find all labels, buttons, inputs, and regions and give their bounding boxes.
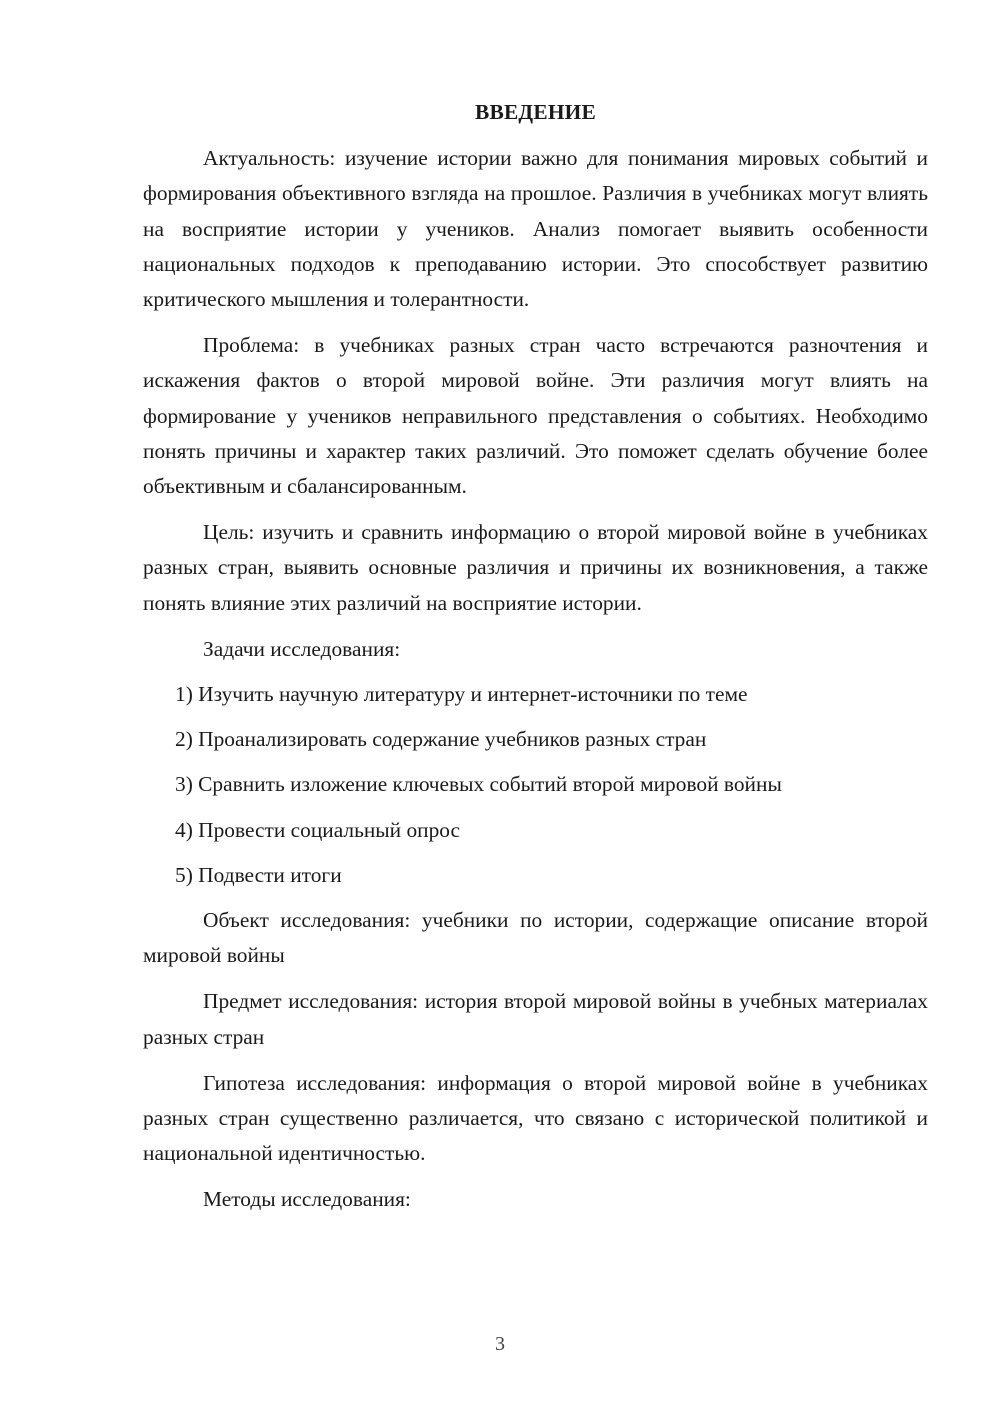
methods-heading: Методы исследования: (203, 1187, 411, 1212)
problem-paragraph: Проблема: в учебниках разных стран часто встречаются разночтения и искажения фактов о второй мировой войне. Эти различия могут влиять на формирование у учеников неправильного представления о событиях. Необходимо понять причины и характер таких различий. Это поможет сделать обучение более объективным и сбалансированным. (143, 333, 928, 499)
tasks-heading: Задачи исследования: (203, 636, 401, 661)
task-item-1: 1) Изучить научную литературу и интернет-источники по теме (175, 682, 748, 707)
tasks-list (143, 677, 928, 893)
object-paragraph: Объект исследования: учебники по истории, содержащие описание второй мировой войны (143, 908, 928, 968)
task-item-5: 5) Подвести итоги (175, 862, 342, 887)
goal-paragraph: Цель: изучить и сравнить информацию о второй мировой войне в учебниках разных стран, выявить основные различия и причины их возникновения, а также понять влияние этих различий на восприятие истории. (143, 520, 928, 615)
task-item-4: 4) Провести социальный опрос (175, 817, 461, 842)
relevance-paragraph: Актуальность: изучение истории важно для понимания мировых событий и формирования объективного взгляда на прошлое. Различия в учебниках могут влиять на восприятие истории у учеников. Анализ помогает выявить особенности национальных подходов к преподаванию истории. Это способствует развитию критического мышления и толерантности. (143, 146, 928, 312)
hypothesis-paragraph: Гипотеза исследования: информация о второй мировой войне в учебниках разных стран существенно различается, что связано с исторической политикой и национальной идентичностью. (143, 1070, 928, 1166)
page-content (143, 95, 928, 1228)
page-number: 3 (495, 1333, 505, 1355)
task-item-3: 3) Сравнить изложение ключевых событий второй мировой войны (175, 772, 782, 797)
page-title: ВВЕДЕНИЕ (475, 100, 596, 124)
task-item-2: 2) Проанализировать содержание учебников разных стран (175, 727, 707, 752)
subject-paragraph: Предмет исследования: история второй мировой войны в учебных материалах разных стран (143, 989, 928, 1049)
